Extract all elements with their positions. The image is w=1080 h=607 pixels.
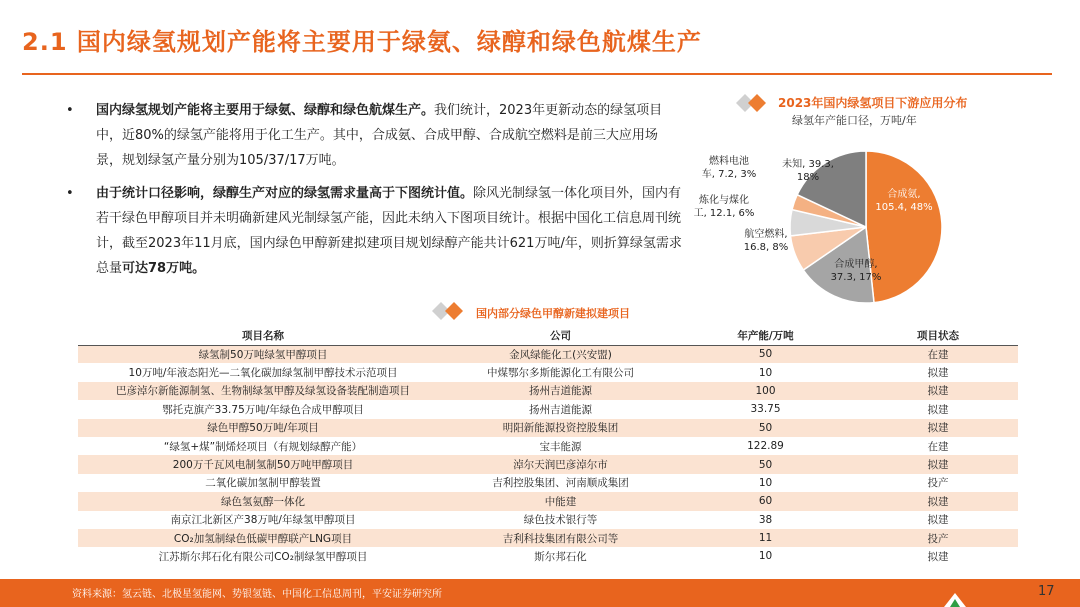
table-row bbox=[78, 363, 1018, 381]
table-cell: 二氧化碳加氢制甲醇装置 bbox=[78, 474, 448, 492]
bullet-text: 除风光制绿氢一体化项目外，国内有若干绿色甲醇项目并未明确新建风光制绿氢产能，因此未纳入下图项目统计。根据中国化工信息周刊统计，截至2023年11月底，国内绿色甲醇新建拟建项目规划绿醇产能共计621万吨/年，则折算绿氢需求总量 bbox=[96, 186, 682, 276]
table-cell: CO₂加氢制绿色低碳甲醇联产LNG项目 bbox=[78, 529, 448, 547]
pie-data-label: 合成甲醇, 37.3, 17% bbox=[830, 259, 882, 283]
bullet-item bbox=[62, 98, 682, 173]
table-cell: 60 bbox=[673, 492, 858, 510]
table-cell: 拟建 bbox=[858, 492, 1018, 510]
table-cell: 拟建 bbox=[858, 511, 1018, 529]
table-cell: 绿色氢氨醇一体化 bbox=[78, 492, 448, 510]
bullet-lead: 国内绿氢规划产能将主要用于绿氨、绿醇和绿色航煤生产。 bbox=[96, 103, 435, 118]
table-cell: 金风绿能化工(兴安盟) bbox=[448, 345, 673, 363]
bullet-item bbox=[62, 181, 682, 281]
bullet-emphasis: 可达78万吨。 bbox=[122, 261, 206, 276]
table-row bbox=[78, 529, 1018, 547]
table-cell: 中煤鄂尔多斯能源化工有限公司 bbox=[448, 363, 673, 381]
pie-chart bbox=[693, 125, 1000, 305]
pie-data-label: 航空燃料, 16.8, 8% bbox=[743, 229, 789, 253]
bullet-text: 我们统计，2023年更新动态的绿氢项目中，近80%的绿氢产能将用于化工生产。其中，合成氨、合成甲醇、合成航空燃料是前三大应用场景，规划绿氢产量分别为105/37/17万吨。 bbox=[96, 103, 663, 168]
pie-data-label: 燃料电池车, 7.2, 3% bbox=[701, 156, 757, 180]
table-cell: 122.89 bbox=[673, 437, 858, 455]
title-divider bbox=[22, 73, 1052, 75]
table-cell: 10 bbox=[673, 474, 858, 492]
table-cell: 斯尔邦石化 bbox=[448, 547, 673, 565]
table-cell: 吉利控股集团、河南顺成集团 bbox=[448, 474, 673, 492]
table-cell: 拟建 bbox=[858, 400, 1018, 418]
table-row bbox=[78, 455, 1018, 473]
table-cell: 在建 bbox=[858, 345, 1018, 363]
table-cell: 50 bbox=[673, 455, 858, 473]
table-cell: 拟建 bbox=[858, 419, 1018, 437]
bullet-dot-icon: • bbox=[66, 186, 74, 201]
table-row bbox=[78, 474, 1018, 492]
table-cell: 明阳新能源投资控股集团 bbox=[448, 419, 673, 437]
page-number: 17 bbox=[1038, 584, 1055, 599]
table-cell: 11 bbox=[673, 529, 858, 547]
chart-subtitle: 绿氢年产能口径，万吨/年 bbox=[792, 114, 917, 127]
table-cell: 10万吨/年液态阳光—二氧化碳加绿氢制甲醇技术示范项目 bbox=[78, 363, 448, 381]
bullet-list bbox=[62, 98, 682, 289]
pie-data-label: 未知, 39.3, 18% bbox=[782, 159, 834, 183]
table-cell: 绿色技术银行等 bbox=[448, 511, 673, 529]
logo-icon bbox=[944, 593, 966, 607]
table-cell: 100 bbox=[673, 382, 858, 400]
table-cell: 中能建 bbox=[448, 492, 673, 510]
table-cell: 吉利科技集团有限公司等 bbox=[448, 529, 673, 547]
table-row bbox=[78, 400, 1018, 418]
table-row bbox=[78, 547, 1018, 565]
table-cell: 绿色甲醇50万吨/年项目 bbox=[78, 419, 448, 437]
table-header-row bbox=[78, 327, 1018, 345]
title-marker-icon bbox=[736, 94, 772, 112]
table-cell: 宝丰能源 bbox=[448, 437, 673, 455]
pie-data-label: 炼化与煤化工, 12.1, 6% bbox=[693, 195, 755, 219]
table-row bbox=[78, 382, 1018, 400]
table-cell: 淖尔天润巴彦淖尔市 bbox=[448, 455, 673, 473]
table-cell: 南京江北新区产38万吨/年绿氢甲醇项目 bbox=[78, 511, 448, 529]
column-header: 年产能/万吨 bbox=[673, 327, 858, 345]
table-cell: 拟建 bbox=[858, 363, 1018, 381]
table-cell: 38 bbox=[673, 511, 858, 529]
table-cell: 50 bbox=[673, 345, 858, 363]
table-cell: 拟建 bbox=[858, 455, 1018, 473]
table-cell: 投产 bbox=[858, 474, 1018, 492]
footer-bar bbox=[0, 579, 1080, 607]
column-header: 项目名称 bbox=[78, 327, 448, 345]
chart-title: 2023年国内绿氢项目下游应用分布 bbox=[778, 96, 968, 110]
table-cell: 投产 bbox=[858, 529, 1018, 547]
table-cell: 拟建 bbox=[858, 547, 1018, 565]
table-row bbox=[78, 345, 1018, 363]
column-header: 项目状态 bbox=[858, 327, 1018, 345]
column-header: 公司 bbox=[448, 327, 673, 345]
source-note: 资料来源：氢云链、北极星氢能网、势银氢链、中国化工信息周刊，平安证券研究所 bbox=[72, 589, 442, 600]
table-cell: 50 bbox=[673, 419, 858, 437]
bullet-dot-icon: • bbox=[66, 103, 74, 118]
table-title: 国内部分绿色甲醇新建拟建项目 bbox=[476, 307, 630, 320]
table-cell: 江苏斯尔邦石化有限公司CO₂制绿氢甲醇项目 bbox=[78, 547, 448, 565]
table-cell: “绿氢+煤”制烯烃项目（有规划绿醇产能） bbox=[78, 437, 448, 455]
bullet-lead: 由于统计口径影响，绿醇生产对应的绿氢需求量高于下图统计值。 bbox=[96, 186, 474, 201]
table-cell: 33.75 bbox=[673, 400, 858, 418]
table-cell: 拟建 bbox=[858, 382, 1018, 400]
table-cell: 扬州吉道能源 bbox=[448, 400, 673, 418]
pie-data-label: 合成氨, 105.4, 48% bbox=[875, 189, 933, 213]
table-cell: 200万千瓦风电制氢制50万吨甲醇项目 bbox=[78, 455, 448, 473]
table-cell: 巴彦淖尔新能源制氢、生物制绿氢甲醇及绿氢设备装配制造项目 bbox=[78, 382, 448, 400]
table-row bbox=[78, 419, 1018, 437]
table-cell: 10 bbox=[673, 547, 858, 565]
table-cell: 鄂托克旗产33.75万吨/年绿色合成甲醇项目 bbox=[78, 400, 448, 418]
table-row bbox=[78, 492, 1018, 510]
projects-table bbox=[78, 327, 1018, 566]
table-cell: 扬州吉道能源 bbox=[448, 382, 673, 400]
table-cell: 在建 bbox=[858, 437, 1018, 455]
table-row bbox=[78, 511, 1018, 529]
table-cell: 绿氢制50万吨绿氢甲醇项目 bbox=[78, 345, 448, 363]
table-row bbox=[78, 437, 1018, 455]
page-title: 2.1 国内绿氢规划产能将主要用于绿氨、绿醇和绿色航煤生产 bbox=[22, 28, 702, 56]
table-cell: 10 bbox=[673, 363, 858, 381]
table-marker-icon bbox=[432, 302, 472, 320]
